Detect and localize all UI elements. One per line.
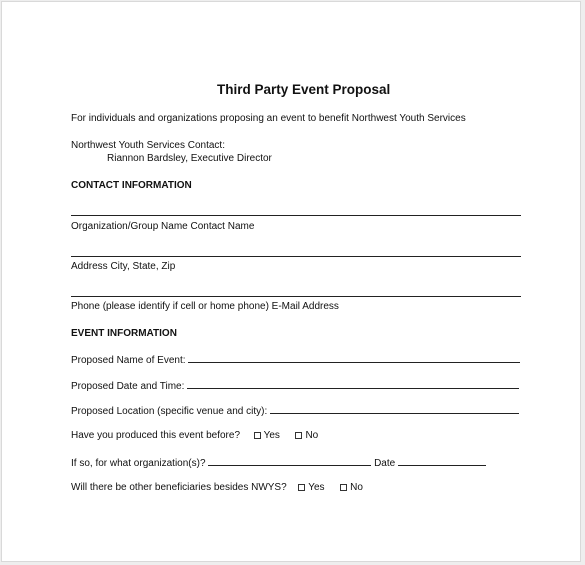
event-location-input[interactable] xyxy=(270,404,519,414)
organization-field-label: Organization/Group Name Contact Name xyxy=(71,221,255,232)
document-title: Third Party Event Proposal xyxy=(217,82,391,97)
event-location-label: Proposed Location (specific venue and city): xyxy=(71,406,268,417)
event-section-heading: EVENT INFORMATION xyxy=(71,328,177,339)
produced-before-row xyxy=(71,430,318,442)
event-location-row xyxy=(71,404,519,418)
phone-email-field-label: Phone (please identify if cell or home phone) E-Mail Address xyxy=(71,301,339,312)
organization-question: If so, for what organization(s)? xyxy=(71,458,206,469)
intro-text: For individuals and organizations proposing an event to benefit Northwest Youth Services xyxy=(71,113,466,124)
organization-date-row xyxy=(71,456,486,470)
date-label: Date xyxy=(374,458,396,469)
address-field-label: Address City, State, Zip xyxy=(71,261,176,272)
beneficiaries-no-checkbox[interactable] xyxy=(340,484,347,491)
produced-before-question: Have you produced this event before? xyxy=(71,430,240,441)
beneficiaries-yes-label: Yes xyxy=(308,482,325,493)
contact-name: Riannon Bardsley, Executive Director xyxy=(107,153,272,164)
event-date-label: Proposed Date and Time: xyxy=(71,381,185,392)
event-name-input[interactable] xyxy=(188,353,520,363)
contact-section-heading: CONTACT INFORMATION xyxy=(71,180,192,191)
beneficiaries-question: Will there be other beneficiaries besides NWYS? xyxy=(71,482,287,493)
event-date-input[interactable] xyxy=(187,379,519,389)
phone-email-line[interactable] xyxy=(71,296,521,297)
produced-yes-checkbox[interactable] xyxy=(254,432,261,439)
organization-name-line[interactable] xyxy=(71,215,521,216)
produced-no-label: No xyxy=(305,430,319,441)
document-page xyxy=(1,1,581,562)
beneficiaries-row xyxy=(71,482,363,494)
beneficiaries-yes-checkbox[interactable] xyxy=(298,484,305,491)
beneficiaries-no-label: No xyxy=(350,482,363,493)
previous-date-input[interactable] xyxy=(398,456,486,466)
event-name-row xyxy=(71,353,520,367)
produced-yes-label: Yes xyxy=(263,430,280,441)
event-name-label: Proposed Name of Event: xyxy=(71,355,186,366)
previous-organization-input[interactable] xyxy=(208,456,371,466)
event-date-row xyxy=(71,379,519,393)
address-line[interactable] xyxy=(71,256,521,257)
produced-no-checkbox[interactable] xyxy=(295,432,302,439)
contact-label: Northwest Youth Services Contact: xyxy=(71,140,225,151)
